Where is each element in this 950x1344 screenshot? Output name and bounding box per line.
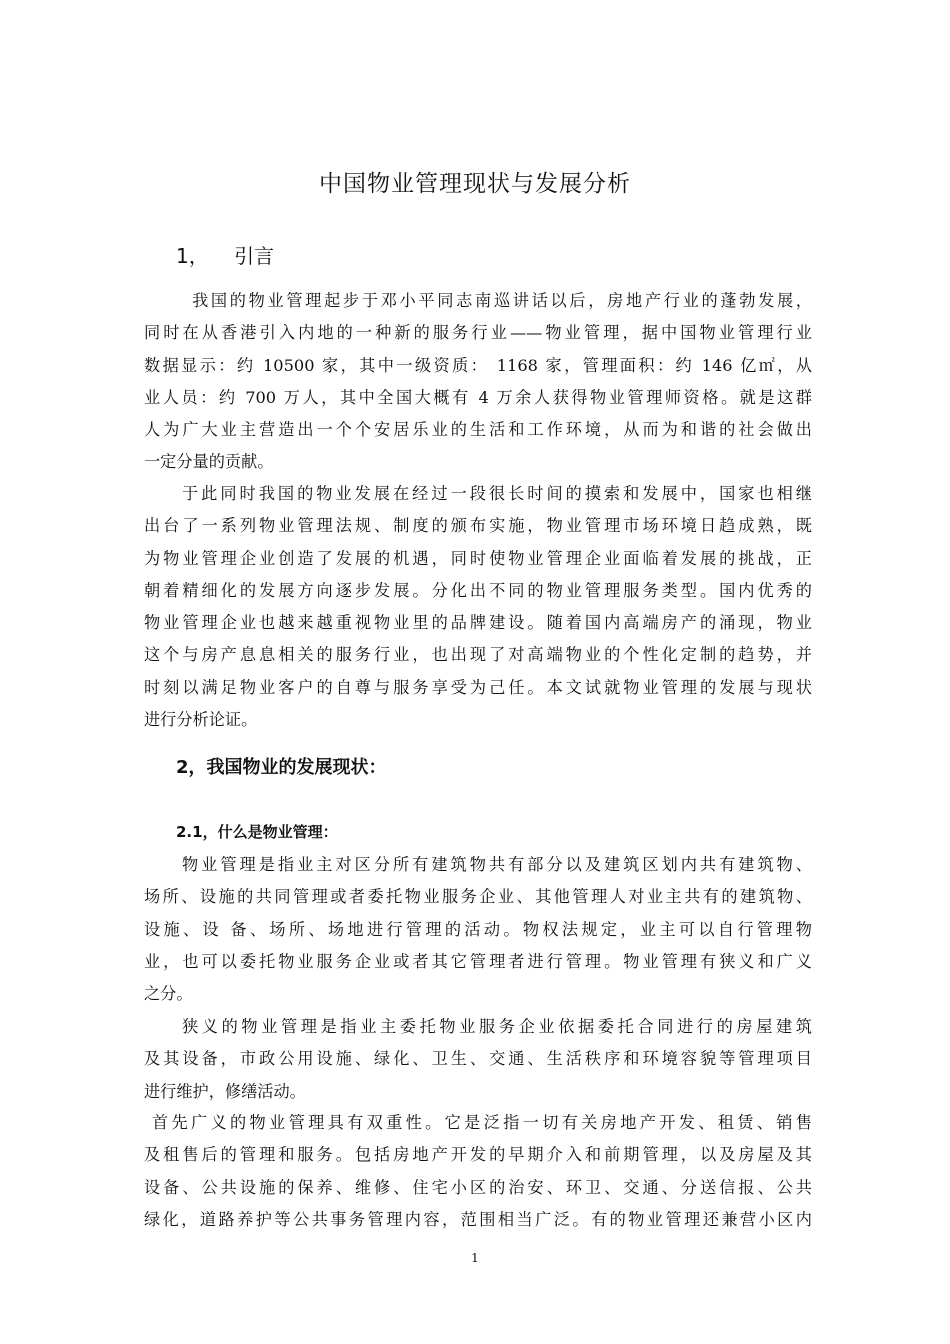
paragraph-line: 为物业管理企业创造了发展的机遇，同时使物业管理企业面临着发展的挑战，正 bbox=[144, 548, 812, 568]
paragraph-line: 设备、公共设施的保养、维修、住宅小区的治安、环卫、交通、分送信报、公共 bbox=[144, 1177, 812, 1197]
paragraph-broad-definition bbox=[144, 1107, 812, 1236]
paragraph-line: 一定分量的贡献。 bbox=[144, 452, 274, 472]
paragraph-line: 之分。 bbox=[144, 984, 193, 1004]
paragraph-line: 数据显示：约 10500 家，其中一级资质： 1168 家，管理面积：约 146 亿㎡，从 bbox=[144, 355, 812, 375]
paragraph-line: 时刻以满足物业客户的自尊与服务享受为己任。本文试就物业管理的发展与现状 bbox=[144, 677, 812, 697]
paragraph-line: 绿化，道路养护等公共事务管理内容，范围相当广泛。有的物业管理还兼营小区内 bbox=[144, 1209, 812, 1229]
paragraph-line: 人为广大业主营造出一个个安居乐业的生活和工作环境，从而为和谐的社会做出 bbox=[144, 420, 812, 440]
paragraph-line: 狭义的物业管理是指业主委托物业服务企业依据委托合同进行的房屋建筑 bbox=[182, 1017, 812, 1036]
paragraph-line: 首先广义的物业管理具有双重性。它是泛指一切有关房地产开发、租赁、销售 bbox=[152, 1113, 812, 1132]
paragraph-introduction-1 bbox=[144, 285, 812, 479]
paragraph-line: 出台了一系列物业管理法规、制度的颁布实施，物业管理市场环境日趋成熟，既 bbox=[144, 516, 812, 536]
paragraph-line: 物业管理是指业主对区分所有建筑物共有部分以及建筑区划内共有建筑物、 bbox=[182, 855, 812, 874]
paragraph-line: 设施、设 备、场所、场地进行管理的活动。物权法规定，业主可以自行管理物 bbox=[144, 919, 812, 939]
paragraph-definition bbox=[144, 849, 812, 1010]
paragraph-line: 于此同时我国的物业发展在经过一段很长时间的摸索和发展中，国家也相继 bbox=[182, 484, 812, 503]
document-title: 中国物业管理现状与发展分析 bbox=[319, 171, 631, 197]
paragraph-narrow-definition bbox=[144, 1011, 812, 1108]
page-number: 1 bbox=[471, 1251, 479, 1265]
paragraph-line: 及其设备，市政公用设施、绿化、卫生、交通、生活秩序和环境容貌等管理项目 bbox=[144, 1049, 812, 1069]
paragraph-line: 场所、设施的共同管理或者委托物业服务企业、其他管理人对业主共有的建筑物、 bbox=[144, 887, 812, 907]
paragraph-line: 这个与房产息息相关的服务行业，也出现了对高端物业的个性化定制的趋势，并 bbox=[144, 645, 812, 665]
paragraph-line: 朝着精细化的发展方向逐步发展。分化出不同的物业管理服务类型。国内优秀的 bbox=[144, 580, 812, 600]
paragraph-line: 我国的物业管理起步于邓小平同志南巡讲话以后，房地产行业的蓬勃发展， bbox=[192, 291, 812, 310]
section-1-heading: 1， 引言 bbox=[176, 244, 275, 268]
paragraph-introduction-2 bbox=[144, 478, 812, 736]
paragraph-line: 进行维护，修缮活动。 bbox=[144, 1081, 306, 1101]
paragraph-line: 业，也可以委托物业服务企业或者其它管理者进行管理。物业管理有狭义和广义 bbox=[144, 951, 812, 971]
paragraph-line: 物业管理企业也越来越重视物业里的品牌建设。随着国内高端房产的涌现，物业 bbox=[144, 613, 812, 633]
paragraph-line: 进行分析论证。 bbox=[144, 710, 258, 730]
paragraph-line: 同时在从香港引入内地的一种新的服务行业——物业管理，据中国物业管理行业 bbox=[144, 323, 812, 343]
paragraph-line: 及租售后的管理和服务。包括房地产开发的早期介入和前期管理，以及房屋及其 bbox=[144, 1145, 812, 1165]
section-2-heading: 2，我国物业的发展现状： bbox=[176, 757, 387, 778]
paragraph-line: 业人员：约 700 万人，其中全国大概有 4 万余人获得物业管理师资格。就是这群 bbox=[144, 387, 812, 407]
section-2-1-heading: 2.1，什么是物业管理： bbox=[176, 823, 338, 841]
